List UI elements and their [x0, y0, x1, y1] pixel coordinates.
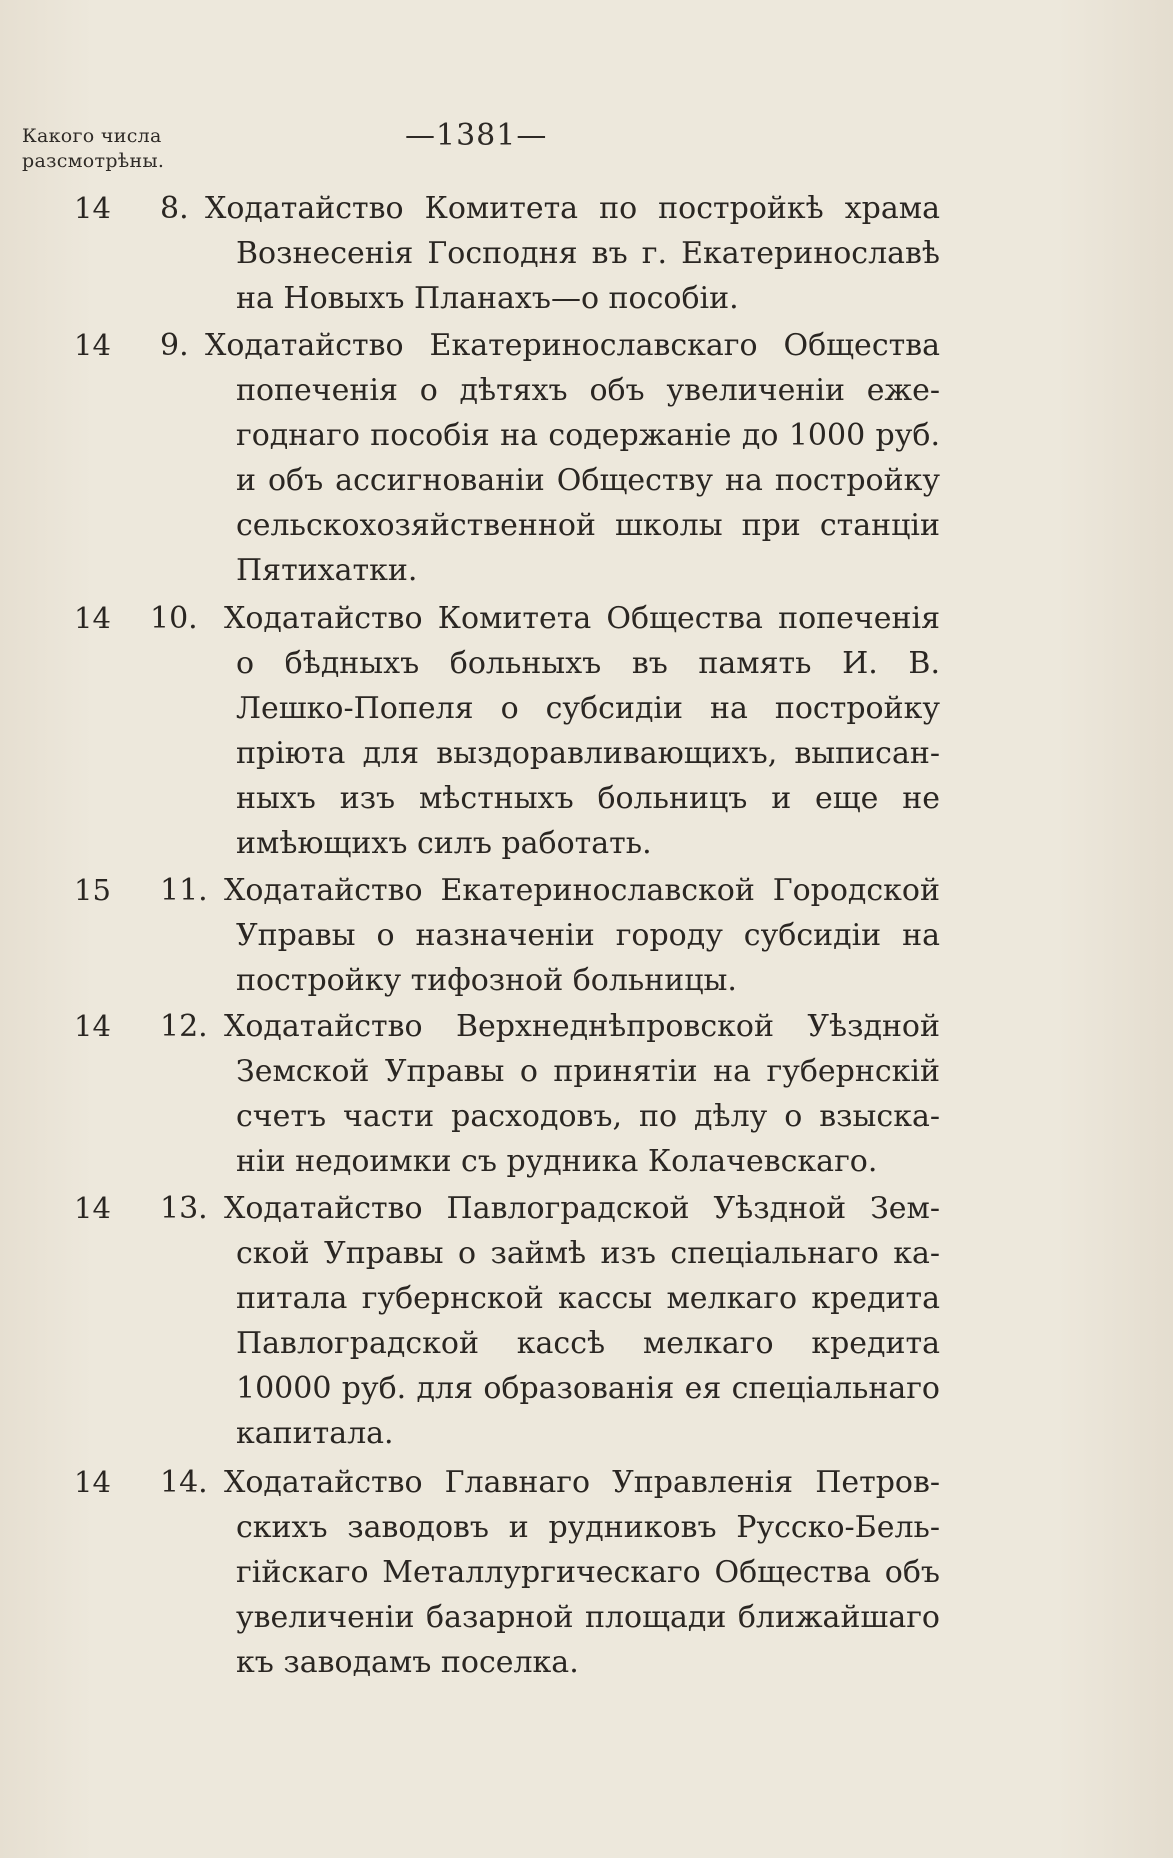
- entry-line: Ходатайство Комитета Общества попеченія: [224, 601, 940, 636]
- entry-line: попеченія о дѣтяхъ объ увеличеніи еже-: [236, 373, 940, 408]
- entry-line: Управы о назначеніи городу субсидіи на: [236, 918, 940, 953]
- entry-number: 14.: [160, 1465, 208, 1500]
- entry-line: Лешко-Попеля о субсидіи на постройку: [236, 691, 940, 726]
- entry-line: 10000 руб. для образованія ея спеціальнаго: [236, 1371, 940, 1406]
- entry-line: о бѣдныхъ больныхъ въ память И. В.: [236, 646, 940, 681]
- entry-line: Ходатайство Главнаго Управленія Петров-: [224, 1465, 940, 1500]
- entry-number: 13.: [160, 1191, 208, 1226]
- entry-line: гійскаго Металлургическаго Общества объ: [236, 1555, 940, 1590]
- entry-day: 14: [74, 328, 111, 362]
- entry-number: 8.: [160, 191, 189, 226]
- entry-line: Ходатайство Верхнеднѣпровской Уѣздной: [224, 1009, 940, 1044]
- entry-line: Ходатайство Павлоградской Уѣздной Зем-: [224, 1191, 940, 1226]
- page-number: —1381—: [405, 118, 548, 153]
- entry-line: годнаго пособія на содержаніе до 1000 руб.: [236, 418, 940, 453]
- entry-line: и объ ассигнованіи Обществу на постройку: [236, 463, 940, 498]
- entry-number: 9.: [160, 328, 189, 363]
- entry-line: имѣющихъ силъ работать.: [236, 826, 652, 861]
- entry-line: ніи недоимки съ рудника Колачевскаго.: [236, 1144, 878, 1179]
- entry-line: постройку тифозной больницы.: [236, 963, 737, 998]
- entry-number: 10.: [150, 601, 198, 636]
- entry-day: 15: [74, 873, 111, 907]
- entry-line: Ходатайство Екатеринославскаго Общества: [205, 328, 940, 363]
- entry-number: 12.: [160, 1009, 208, 1044]
- entry-day: 14: [74, 1009, 111, 1043]
- entry-line: скихъ заводовъ и рудниковъ Русско-Бель-: [236, 1510, 940, 1545]
- entry-day: 14: [74, 1191, 111, 1225]
- entry-line: счетъ части расходовъ, по дѣлу о взыска-: [236, 1099, 940, 1134]
- entry-line: Ходатайство Комитета по постройкѣ храма: [205, 191, 940, 226]
- entry-line: Пятихатки.: [236, 553, 418, 588]
- entry-line: пріюта для выздоравливающихъ, выписан-: [236, 736, 940, 771]
- entry-day: 14: [74, 1465, 111, 1499]
- column-header-line2: разсмотрѣны.: [22, 150, 165, 172]
- entry-day: 14: [74, 191, 111, 225]
- entry-line: на Новыхъ Планахъ—о пособіи.: [236, 281, 739, 316]
- entry-line: Вознесенія Господня въ г. Екатеринославѣ: [236, 236, 940, 271]
- entry-line: капитала.: [236, 1416, 394, 1451]
- entry-line: сельскохозяйственной школы при станціи: [236, 508, 940, 543]
- column-header-line1: Какого числа: [22, 125, 162, 147]
- column-header: [22, 124, 164, 174]
- entry-line: Земской Управы о принятіи на губернскій: [236, 1054, 940, 1089]
- entry-line: питала губернской кассы мелкаго кредита: [236, 1281, 940, 1316]
- entry-line: увеличеніи базарной площади ближайшаго: [236, 1600, 940, 1635]
- entry-number: 11.: [160, 873, 208, 908]
- entry-line: Ходатайство Екатеринославской Городской: [224, 873, 940, 908]
- entry-line: Павлоградской кассѣ мелкаго кредита: [236, 1326, 940, 1361]
- entry-day: 14: [74, 601, 111, 635]
- entry-line: къ заводамъ поселка.: [236, 1645, 579, 1680]
- entry-line: ской Управы о займѣ изъ спеціальнаго ка-: [236, 1236, 940, 1271]
- entry-line: ныхъ изъ мѣстныхъ больницъ и еще не: [236, 781, 940, 816]
